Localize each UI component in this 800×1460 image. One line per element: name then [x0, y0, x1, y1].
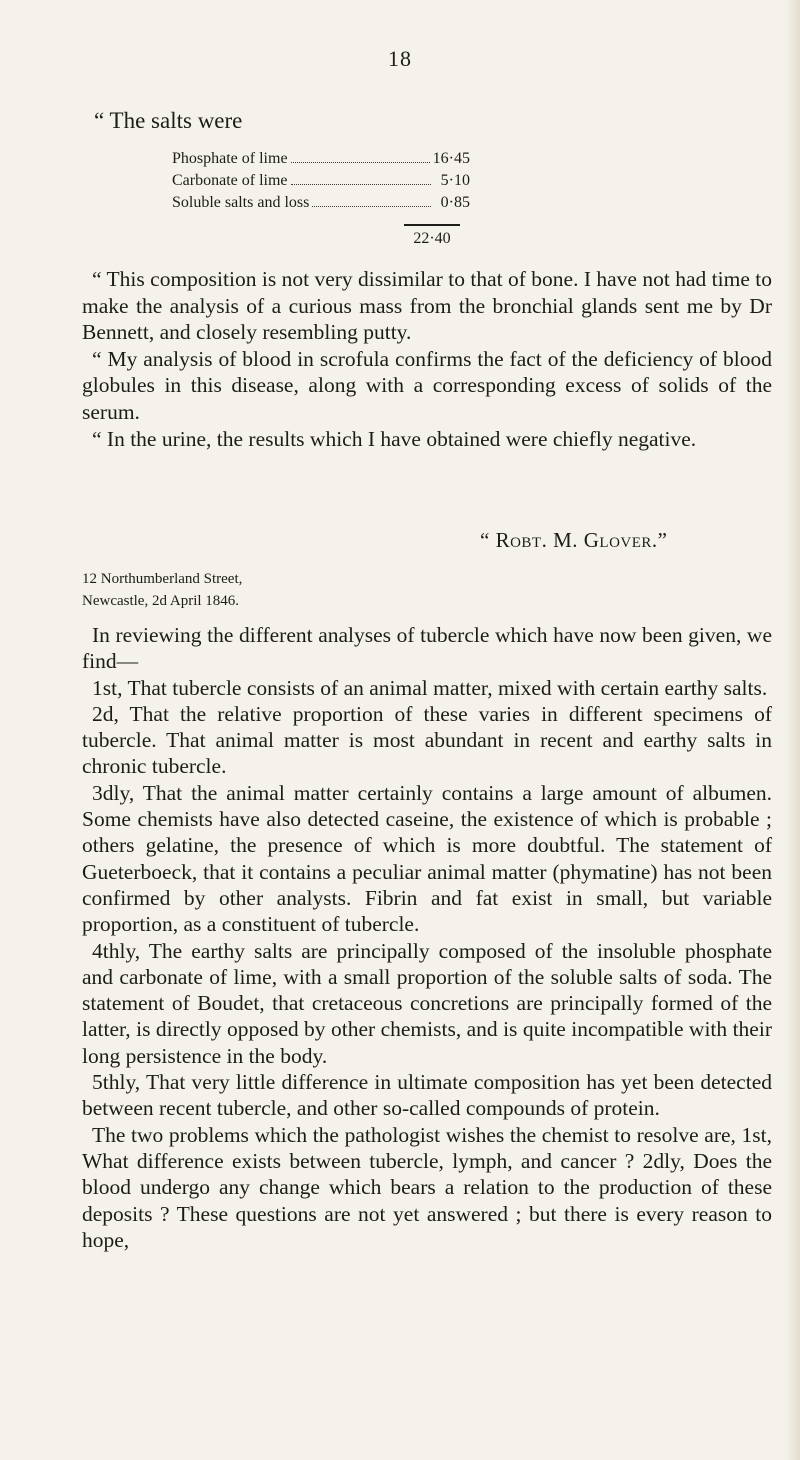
- salt-name: Phosphate of lime: [172, 150, 288, 167]
- salt-name: Carbonate of lime: [172, 172, 288, 189]
- salts-table: [172, 150, 470, 216]
- salt-row: [172, 194, 470, 216]
- salts-total: 22·40: [413, 230, 451, 247]
- dot-leader: [291, 184, 431, 185]
- address-line: Newcastle, 2d April 1846.: [82, 593, 240, 609]
- dot-leader: [312, 206, 431, 207]
- main-paragraph: 3dly, That the animal matter certainly contains a large amount of albumen. Some chemists have also detected caseine, the existence of which is probable ; others gelatine, the presence of which is more doubtful. The statement of Gueterboeck, that it contains a peculiar animal matter (phymatine) has not been confirmed by other analysts. Fibrin and fat exist in small, but variable proportion, as a constituent of tubercle.: [82, 780, 772, 937]
- quote-paragraph: “ My analysis of blood in scrofula confirms the fact of the deficiency of blood globules in this disease, along with a corresponding excess of solids of the serum.: [82, 346, 772, 424]
- address: [82, 568, 242, 612]
- main-paragraph: 1st, That tubercle consists of an animal matter, mixed with certain earthy salts.: [92, 675, 768, 700]
- salt-row: [172, 172, 470, 194]
- quote-paragraph: “ This composition is not very dissimilar to that of bone. I have not had time to make the analysis of a curious mass from the bronchial glands sent me by Dr Bennett, and closely resembling putty.: [82, 267, 772, 345]
- main-paragraph: In reviewing the different analyses of tubercle which have now been given, we find—: [82, 623, 772, 674]
- dot-leader: [291, 162, 430, 163]
- quote-block: [82, 266, 772, 452]
- signature: “ Robt. M. Glover.”: [480, 528, 668, 552]
- page-edge-shadow: [786, 0, 800, 1460]
- main-paragraph: 5thly, That very little difference in ultimate composition has yet been detected between recent tubercle, and other so-called compounds of protein.: [82, 1070, 772, 1121]
- salt-value: 5·10: [440, 172, 470, 189]
- page-number: 18: [388, 46, 412, 71]
- intro-text: “ The salts were: [94, 108, 243, 133]
- salt-name: Soluble salts and loss: [172, 194, 310, 211]
- salt-value: 0·85: [440, 194, 470, 211]
- address-line: 12 Northumberland Street,: [82, 571, 243, 587]
- quote-paragraph: “ In the urine, the results which I have obtained were chiefly negative.: [92, 426, 697, 451]
- main-text: [82, 622, 772, 1253]
- main-paragraph: 4thly, The earthy salts are principally composed of the insoluble phosphate and carbonate of lime, with a small proportion of the soluble salts of soda. The statement of Boudet, that cretaceous concretions are principally formed of the latter, is directly opposed by other chemists, and is quite incompatible with their long persistence in the body.: [82, 938, 772, 1068]
- intro-line: [82, 108, 772, 134]
- total-rule: [404, 224, 460, 226]
- main-paragraph: The two problems which the pathologist wishes the chemist to resolve are, 1st, What difference exists between tubercle, lymph, and cancer ? 2dly, Does the blood undergo any change which bears a relation to the production of these deposits ? These questions are not yet answered ; but there is every reason to hope,: [82, 1122, 772, 1252]
- salt-row: [172, 150, 470, 172]
- salt-value: 16·45: [432, 150, 470, 167]
- main-paragraph: 2d, That the relative proportion of these varies in different specimens of tubercle. That animal matter is most abundant in recent and earthy salts in chronic tubercle.: [82, 701, 772, 779]
